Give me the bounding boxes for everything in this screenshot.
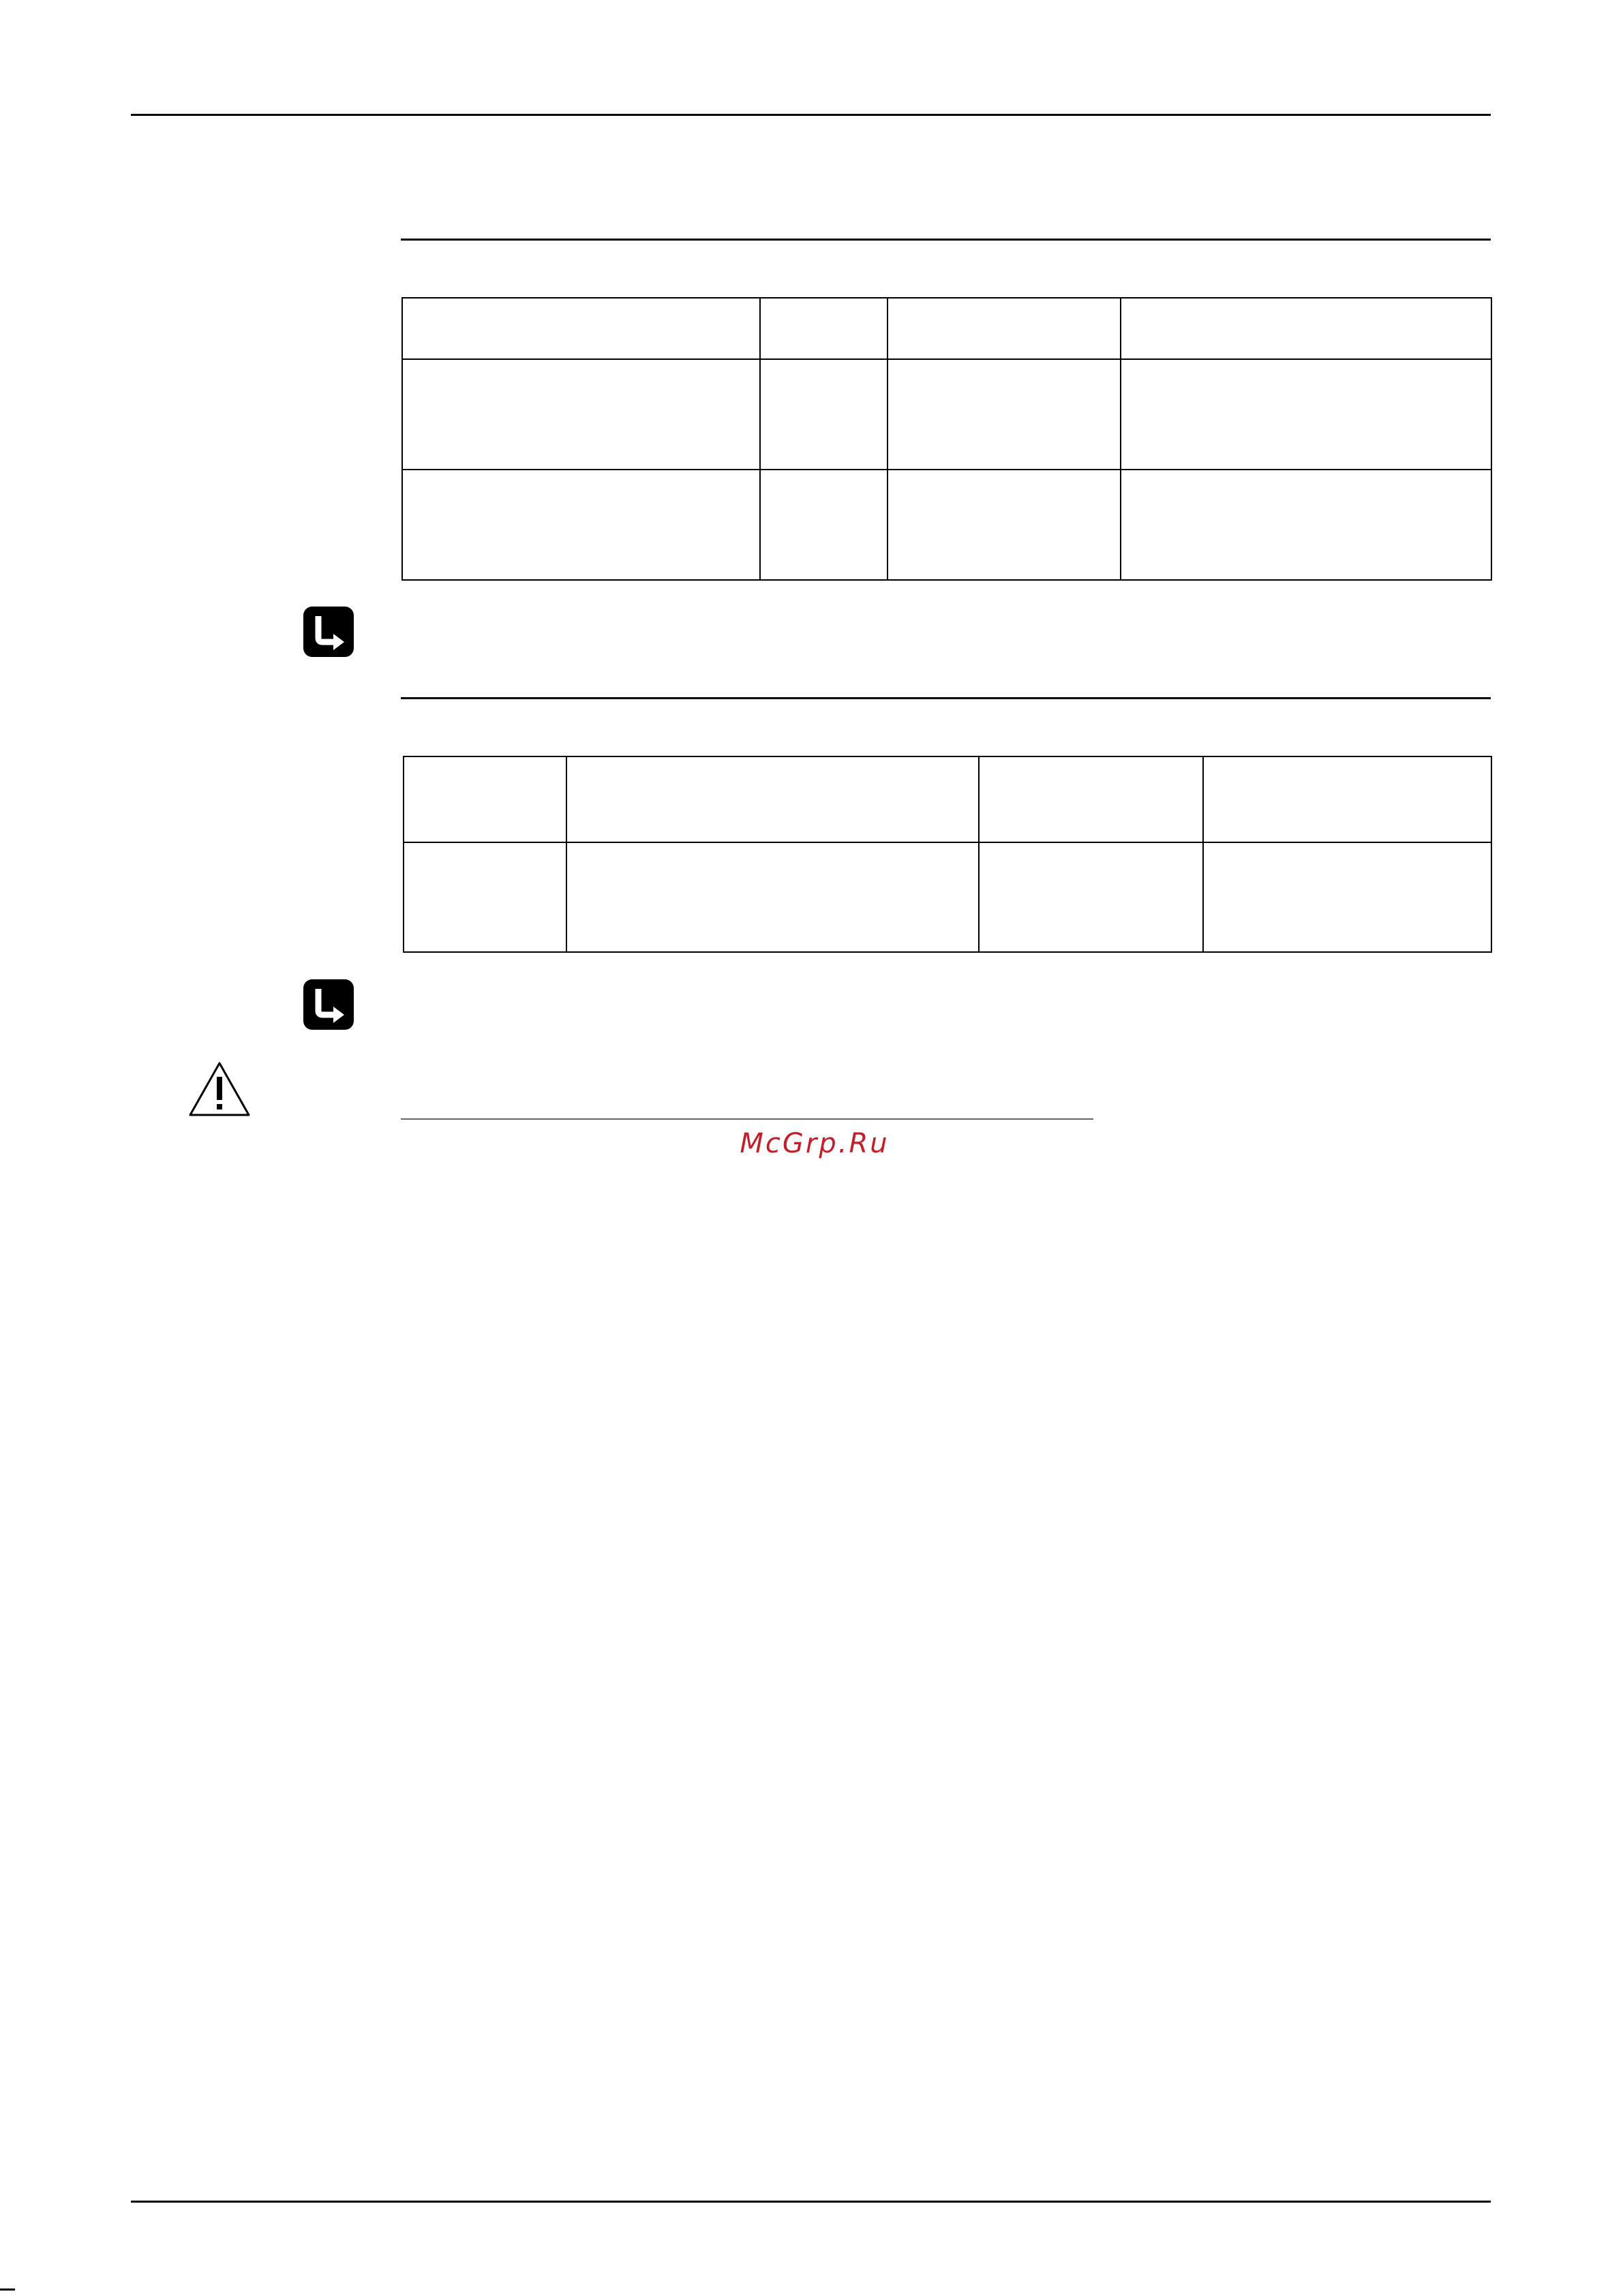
corner-mark bbox=[0, 2289, 15, 2291]
table-2-cell bbox=[979, 842, 1203, 952]
section-rule-1 bbox=[401, 239, 1491, 241]
table-2-cell bbox=[1203, 842, 1491, 952]
table-1-cell bbox=[760, 470, 888, 580]
table-row bbox=[404, 842, 1491, 952]
table-1 bbox=[401, 297, 1492, 581]
table-1-cell bbox=[888, 298, 1121, 359]
table-1-cell bbox=[888, 359, 1121, 470]
table-1-cell bbox=[1121, 470, 1491, 580]
table-1-cell bbox=[1121, 298, 1491, 359]
table-1-header-row bbox=[402, 298, 1491, 359]
table-2-header-row bbox=[404, 756, 1491, 842]
table-1-cell bbox=[402, 470, 760, 580]
table-1-cell bbox=[760, 298, 888, 359]
table-2-cell bbox=[404, 756, 566, 842]
footnote-rule bbox=[401, 1118, 1093, 1120]
reference-arrow-icon bbox=[303, 607, 354, 657]
section-rule-2 bbox=[401, 697, 1491, 699]
table-2 bbox=[403, 756, 1492, 953]
footer-rule bbox=[131, 2201, 1491, 2203]
table-1-cell bbox=[760, 359, 888, 470]
table-2-cell bbox=[1203, 756, 1491, 842]
table-2-cell bbox=[566, 842, 979, 952]
table-2-cell bbox=[566, 756, 979, 842]
table-row bbox=[402, 359, 1491, 470]
watermark-text: McGrp.Ru bbox=[740, 1128, 890, 1159]
warning-triangle-icon bbox=[187, 1060, 252, 1118]
table-2-cell bbox=[979, 756, 1203, 842]
table-2-cell bbox=[404, 842, 566, 952]
table-row bbox=[402, 470, 1491, 580]
reference-arrow-icon bbox=[303, 979, 354, 1030]
table-1-cell bbox=[402, 298, 760, 359]
table-1-cell bbox=[888, 470, 1121, 580]
table-1-cell bbox=[1121, 359, 1491, 470]
table-1-cell bbox=[402, 359, 760, 470]
header-rule bbox=[131, 114, 1491, 116]
